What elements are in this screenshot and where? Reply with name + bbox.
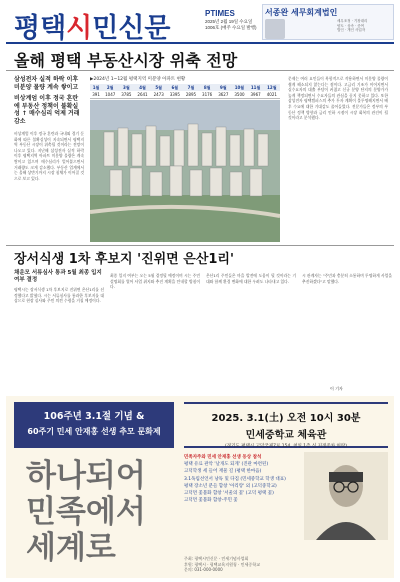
month-cell: 2월 [102,84,118,91]
value-cell: 2473 [151,91,167,98]
value-cell: 3500 [231,91,247,98]
program-item: 고덕면 꽃불화 합창-주민 꽃 [184,498,238,504]
ad-slogan [26,458,146,566]
ad-title-line: 60주기 민세 안재홍 선생 추모 문화제 [27,427,161,436]
value-cell: 3176 [199,91,215,98]
slogan-line: 민족에서 [26,494,146,530]
slogan-line: 세계로 [26,530,116,566]
ad-footer-line: 주최: 평택시민신문 · 민세기념사업회 [184,556,249,561]
month-cell: 6월 [167,84,183,91]
ad-program-list [184,454,294,504]
month-cell: 12월 [264,84,280,91]
ad-event-title [14,402,174,448]
top-ad-title: 서종완 세무회계법인 [265,7,338,17]
aerial-photo-graphic [90,100,280,242]
month-cell: 7월 [183,84,199,91]
program-item: 고덕학생 세 들어 재물 길 (평택 한마음) [184,469,262,475]
article-2-byline: 이 기자 [330,386,343,391]
portrait-photo [304,452,388,540]
month-cell: 10월 [231,84,247,91]
ad-event-address: (경기도 평택시 고덕국제7로 154, 천일 1층 신 지정주차 허락) [225,444,347,449]
table-caption: ▶2024년 1~12월 평택지역 미분양 아파트 현황 [90,77,186,82]
ad-footer [184,556,388,573]
top-ad-line: 법인 · 개인 사업자 [337,28,366,32]
masthead-divider [6,42,394,44]
logo-text-1: 평택 [14,13,67,44]
article-2-column [302,270,392,304]
article-2-column [206,270,296,304]
month-cell: 5월 [151,84,167,91]
program-item: 평택 장소년 분들 함창 '아리랑' 외 (고덕중학교) [184,483,277,489]
masthead [0,0,400,42]
ad-event-venue: 민세중학교 체육관 [245,430,327,441]
ad-title-line: 106주년 3.1절 기념 & [43,411,145,422]
logo-text-red: 시 [66,13,93,44]
slogan-line: 하나되어 [26,458,146,494]
pt-brand: PTIMES [205,9,235,18]
top-advertisement[interactable] [262,4,394,40]
value-cell: 391 [90,91,102,98]
article-1-side-text: 비상계엄 이후 정국 혼란과 국내외 경기 둔화에 따른 불확실성이 지속되면서 평택지역 부동산 시장이 위축될 것이라는 전망이 나오고 있다. 지난해 삼성전자 실적 하락 이후 평택지역 아파트 미분양 물량은 계속 쌓이고 있으며 매수심리가 얼어붙으면서 거래량도 크게 감소했다. 부동산 업계에서는 올해 상반기까지 시장 침체가 이어질 것으로 보고 있다. [14,131,84,181]
value-cell: 3967 [248,91,264,98]
monthly-table [90,84,280,99]
commemoration-advertisement[interactable] [6,396,394,578]
article-2-headline[interactable]: 장서식생 1차 후보지 '진위면 은산1리' [14,252,234,267]
month-cell: 8월 [199,84,215,91]
value-cell: 1047 [102,91,118,98]
program-item: 민족자주와 민세 안재홍 선생 동상 참석 [184,455,262,460]
program-item: 평택 유료 관악 '날개도 되게' (진관 마련된) [184,462,269,468]
month-cell: 11월 [248,84,264,91]
ad-footer-line: 후원: 평택시 · 평택교육지원청 · 민세중학교 [184,561,260,567]
value-cell: 3785 [118,91,134,98]
top-ad-line: 양도 · 상속 · 증여 [337,23,364,28]
article-2-subhead: 채운모 서류심사 통과 5월 최종 입지 여부 결정 [14,270,102,283]
top-ad-services [337,19,367,33]
table-value-row [90,91,280,98]
value-cell: 2641 [134,91,150,98]
table-header-row [90,84,280,91]
article-1-subhead: 비상계엄 이후 정국 혼란에 부동산 정책이 불확실성 ↑ 매수심리 억제 거래 감소 [14,95,80,125]
article-1-right-column [288,76,388,121]
month-cell: 3월 [118,84,134,91]
month-cell: 4월 [134,84,150,91]
top-ad-line: 세무조정 · 기장대리 [337,19,368,23]
headline-divider [6,70,394,71]
portrait-graphic [304,452,388,540]
article-2-column [110,270,200,304]
ad-footer-line: 문의: 031-000-0000 [184,567,223,572]
logo-text-2: 민신문 [92,13,171,44]
article-1-side-column [14,76,84,181]
value-cell: 4021 [264,91,280,98]
article-2-text: 평택시는 장서식생 1차 후보지로 진위면 은산1리를 선정했다고 밝혔다. 시는 서류심사를 통과한 후보지를 대상으로 현장 실사와 주민 의견 수렴을 거칠 예정이다. [14,287,104,304]
newspaper-logo[interactable] [14,6,171,45]
value-cell: 3395 [167,91,183,98]
article-2-columns [14,270,392,304]
issue-number: 1006호 (매주 수요일 발행) [205,25,257,30]
month-cell: 1월 [90,84,102,91]
article-2-column [14,270,104,304]
section-divider [6,245,394,246]
article-1-right-text: 문제는 여러 요인들이 복합적으로 작용하면서 미분양 물량이 쉽게 해소되지 않는다는 점이다. 고금리 기조가 이어지면서 실수요자의 대출 부담이 커졌고 신규 분양 단지의 분양가가 높게 책정되면서 수요자들의 관심을 끌지 못하고 있다. 또한 삼성전자 평택캠퍼스의 추가 투자 계획이 불투명해지면서 배후 수요에 대한 기대감도 줄어들었다. 전문가들은 정부의 부동산 정책 방향과 금리 인하 시점이 시장 회복의 관건이 될 것이라고 분석했다. [288,76,388,121]
issue-info [205,9,265,30]
program-item: 고덕면 꽃불화 합창 '서울의 꽃' (고덕 평택 꽃) [184,491,274,497]
top-ad-photo [265,19,285,39]
article-2-text: 최종 입지 여부는 오는 5월 결정될 예정이며 시는 주민 설명회를 열어 사업 취지와 추진 계획을 안내할 방침이다. [110,273,200,290]
article-1-headline[interactable]: 올해 평택 부동산시장 위축 전망 [14,51,238,70]
program-item: 3.1독립선언서 낭독 및 다짐 (민세중학교 학생 대표) [184,476,286,482]
ad-event-info [184,402,388,448]
article-2-text: 시 관계자는 "주민과 충분히 소통하며 투명하게 사업을 추진하겠다"고 말했다. [302,273,392,284]
article-2-text: 은산1리 주민들은 마을 발전에 도움이 될 것이라는 기대와 함께 환경 변화에 대한 우려도 나타내고 있다. [206,273,296,284]
article-1-subhead: 삼성전자 실적 하락 이후 미분양 물량 계속 쌓이고 [14,76,79,91]
value-cell: 3627 [215,91,231,98]
value-cell: 2895 [183,91,199,98]
issue-date: 2025년 2월 19일 수요일 [205,19,253,24]
ad-event-date: 2025. 3.1(土) 오전 10시 30분 [211,413,361,424]
aerial-apartment-photo [90,100,280,242]
month-cell: 9월 [215,84,231,91]
